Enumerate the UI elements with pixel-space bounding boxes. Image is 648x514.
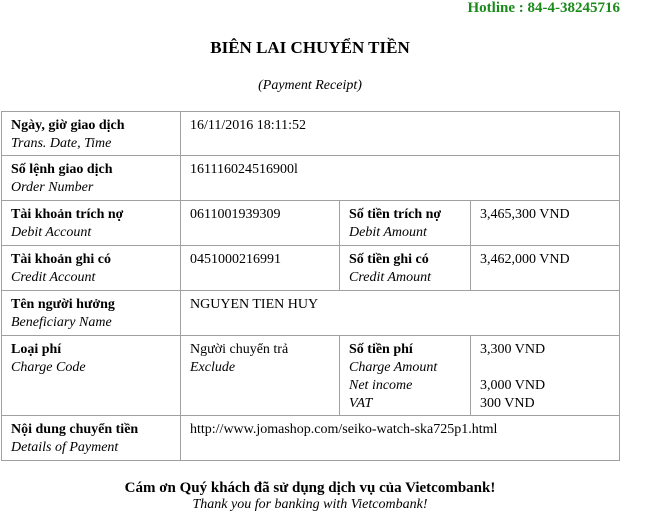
row-beneficiary [2, 291, 620, 336]
debit-amount-value: 3,465,300 VND [471, 201, 620, 246]
debit-label: Tài khoản trích nợ [11, 207, 124, 222]
debit-label-cell [2, 201, 181, 246]
beneficiary-label: Tên người hưởng [11, 297, 115, 312]
row-details [2, 416, 620, 461]
details-label-cell [2, 416, 181, 461]
vat-amount: 300 VND [480, 396, 535, 411]
charge-label-en: Charge Code [11, 360, 86, 375]
credit-label-cell [2, 246, 181, 291]
beneficiary-value: NGUYEN TIEN HUY [181, 291, 620, 336]
details-value: http://www.jomashop.com/seiko-watch-ska725p1.html [181, 416, 620, 461]
row-date [2, 112, 620, 156]
page-subtitle: (Payment Receipt) [258, 78, 362, 93]
credit-amount-value: 3,462,000 VND [471, 246, 620, 291]
charge-label: Loại phí [11, 342, 62, 357]
date-label-en: Trans. Date, Time [11, 136, 112, 151]
net-income-amount: 3,000 VND [480, 378, 546, 393]
date-label-cell [2, 112, 181, 156]
date-value: 16/11/2016 18:11:52 [181, 112, 620, 156]
row-order [2, 156, 620, 201]
debit-label-en: Debit Account [11, 225, 92, 240]
debit-amount-label-en: Debit Amount [349, 225, 427, 240]
order-label-en: Order Number [11, 180, 94, 195]
row-charge [2, 336, 620, 416]
fee-labels-cell [340, 336, 471, 416]
credit-label-en: Credit Account [11, 270, 96, 285]
row-credit [2, 246, 620, 291]
charge-code-value-en: Exclude [190, 360, 236, 375]
beneficiary-label-en: Beneficiary Name [11, 315, 112, 330]
row-debit [2, 201, 620, 246]
thanks-message-vi: Cám ơn Quý khách đã sử dụng dịch vụ của Vietcombank! [124, 480, 496, 496]
charge-code-cell [181, 336, 340, 416]
credit-amount-label-cell [340, 246, 471, 291]
debit-amount-label-cell [340, 201, 471, 246]
credit-label: Tài khoản ghi có [11, 252, 111, 267]
order-label-cell [2, 156, 181, 201]
charge-code-value: Người chuyển trả [190, 342, 289, 357]
fee-spacer [480, 359, 610, 377]
order-label: Số lệnh giao dịch [11, 162, 113, 177]
credit-amount-label-en: Credit Amount [349, 270, 432, 285]
charge-label-cell [2, 336, 181, 416]
credit-amount-label: Số tiền ghi có [349, 252, 429, 267]
order-value: 161116024516900l [181, 156, 620, 201]
fee-amounts-cell [471, 336, 620, 416]
details-label-en: Details of Payment [11, 440, 119, 455]
debit-account-value: 0611001939309 [181, 201, 340, 246]
net-income-label: Net income [349, 378, 413, 393]
details-label: Nội dung chuyển tiền [11, 422, 139, 437]
beneficiary-label-cell [2, 291, 181, 336]
hotline: Hotline : 84-4-38245716 [467, 0, 620, 16]
fee-label-en: Charge Amount [349, 360, 438, 375]
fee-amount: 3,300 VND [480, 342, 546, 357]
receipt-table [1, 111, 620, 461]
vat-label: VAT [349, 396, 373, 411]
credit-account-value: 0451000216991 [181, 246, 340, 291]
date-label: Ngày, giờ giao dịch [11, 118, 125, 133]
fee-label: Số tiền phí [349, 342, 413, 357]
thanks-message-en: Thank you for banking with Vietcombank! [192, 497, 428, 512]
debit-amount-label: Số tiền trích nợ [349, 207, 442, 222]
page-title: BIÊN LAI CHUYỂN TIỀN [210, 38, 410, 57]
